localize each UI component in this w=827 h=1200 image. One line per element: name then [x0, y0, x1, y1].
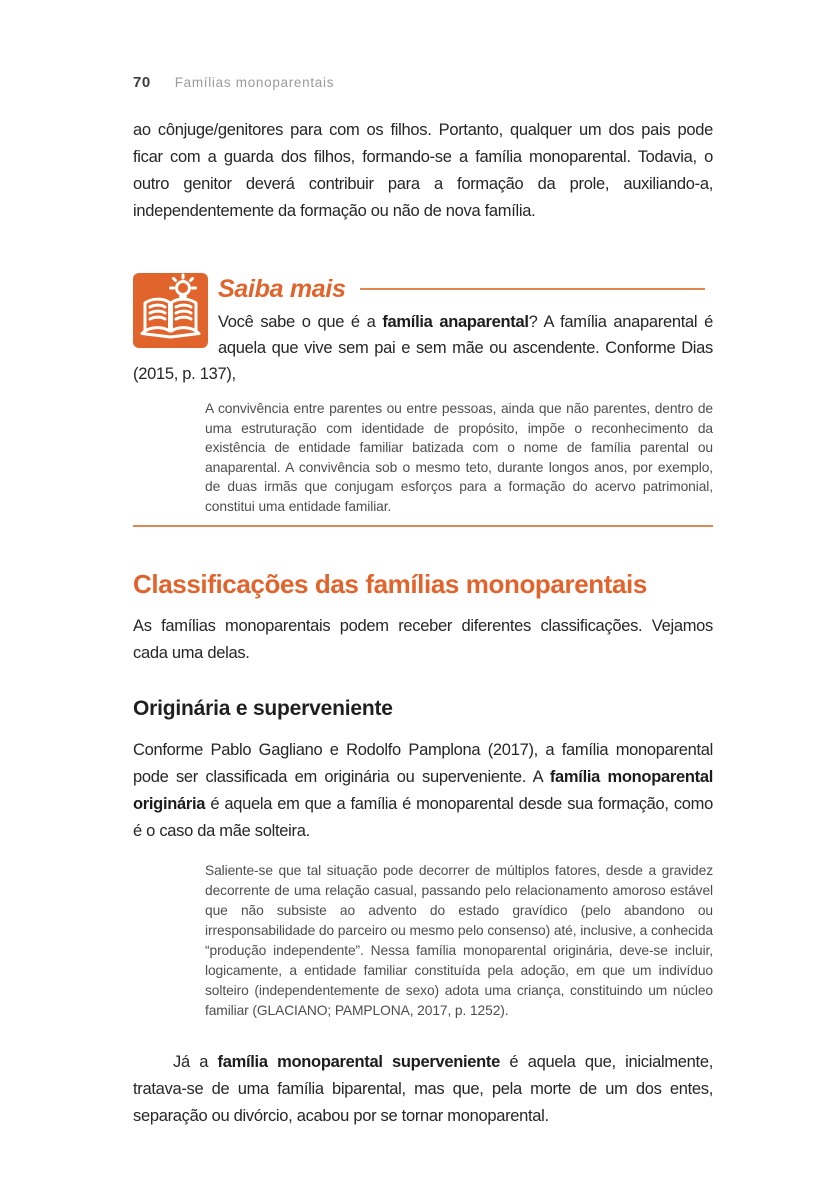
saiba-text-bold-term: família anaparental: [382, 313, 529, 331]
subsection-paragraph: [133, 737, 713, 845]
saiba-text-lead: Você sabe o que é a: [218, 313, 383, 331]
gagliano-pamplona-quote: Saliente-se que tal situação pode decorrer de múltiplos fatores, desde a gravidez decorrente de uma relação casual, passando pelo relacionamento amoroso estável que não subsiste ao advento do estado gravídico (pelo abandono ou irresponsabilidade do parceiro ou mesmo pelo consenso) até, inclusive, a conhecida “produção independente”. Nessa família monoparental originária, deve-se incluir, logicamente, a entidade familiar constituída pela adoção, em que um indivíduo solteiro (independentemente de sexo) adota uma criança, constituindo um núcleo familiar (GLACIANO; PAMPLONA, 2017, p. 1252).: [205, 863, 713, 1018]
book-lightbulb-icon: [133, 273, 208, 348]
section-heading: Classificações das famílias monoparentais: [133, 569, 647, 599]
saiba-mais-box: [133, 271, 713, 387]
saiba-mais-title-row: [218, 271, 713, 305]
subsection-paragraph-lead: Conforme Pablo Gagliano e Rodolfo Pamplona (2017), a família monoparental pode ser classificada em originária ou superveniente. A: [133, 741, 713, 786]
running-title: Famílias monoparentais: [174, 75, 335, 90]
running-header: [133, 74, 713, 91]
subsection-paragraph-tail: é aquela em que a família é monoparental desde sua formação, como é o caso da mãe solteira.: [133, 795, 713, 840]
subsection-paragraph-bold-term: família monoparental originária: [133, 768, 713, 813]
page-number: 70: [133, 74, 151, 91]
closing-paragraph-tail: é aquela que, inicialmente, tratava-se de uma família biparental, mas que, pela morte de um dos entes, separação ou divórcio, acabou por se tornar monoparental.: [133, 1053, 713, 1125]
saiba-text-tail: ? A família anaparental é aquela que vive sem pai e sem mãe ou ascendente. Conforme Dias (2015, p. 137),: [133, 313, 713, 383]
closing-paragraph: [133, 1049, 713, 1130]
section-divider-rule: [133, 525, 713, 527]
saiba-mais-text: [133, 309, 713, 387]
closing-paragraph-bold-term: família monoparental superveniente: [217, 1053, 500, 1071]
intro-paragraph: ao cônjuge/genitores para com os filhos. Portanto, qualquer um dos pais pode ficar com a guarda dos filhos, formando-se a família monoparental. Todavia, o outro genitor deverá contribuir para a formação da prole, auxiliando-a, independentemente da formação ou não de nova família.: [133, 121, 713, 220]
title-decorative-rule: [360, 288, 705, 290]
dias-citation-quote: A convivência entre parentes ou entre pessoas, ainda que não parentes, dentro de uma estruturação com identidade de propósito, impõe o reconhecimento da existência de entidade familiar batizada com o nome de família parental ou anaparental. A convivência sob o mesmo teto, durante longos anos, por exemplo, de duas irmãs que conjugam esforços para a formação do acervo patrimonial, constitui uma entidade familiar.: [205, 401, 713, 514]
saiba-mais-title: Saiba mais: [218, 274, 346, 303]
subsection-heading: Originária e superveniente: [133, 697, 393, 720]
closing-paragraph-lead: Já a: [173, 1053, 218, 1071]
section-intro-paragraph: As famílias monoparentais podem receber diferentes classificações. Vejamos cada uma delas.: [133, 617, 713, 662]
